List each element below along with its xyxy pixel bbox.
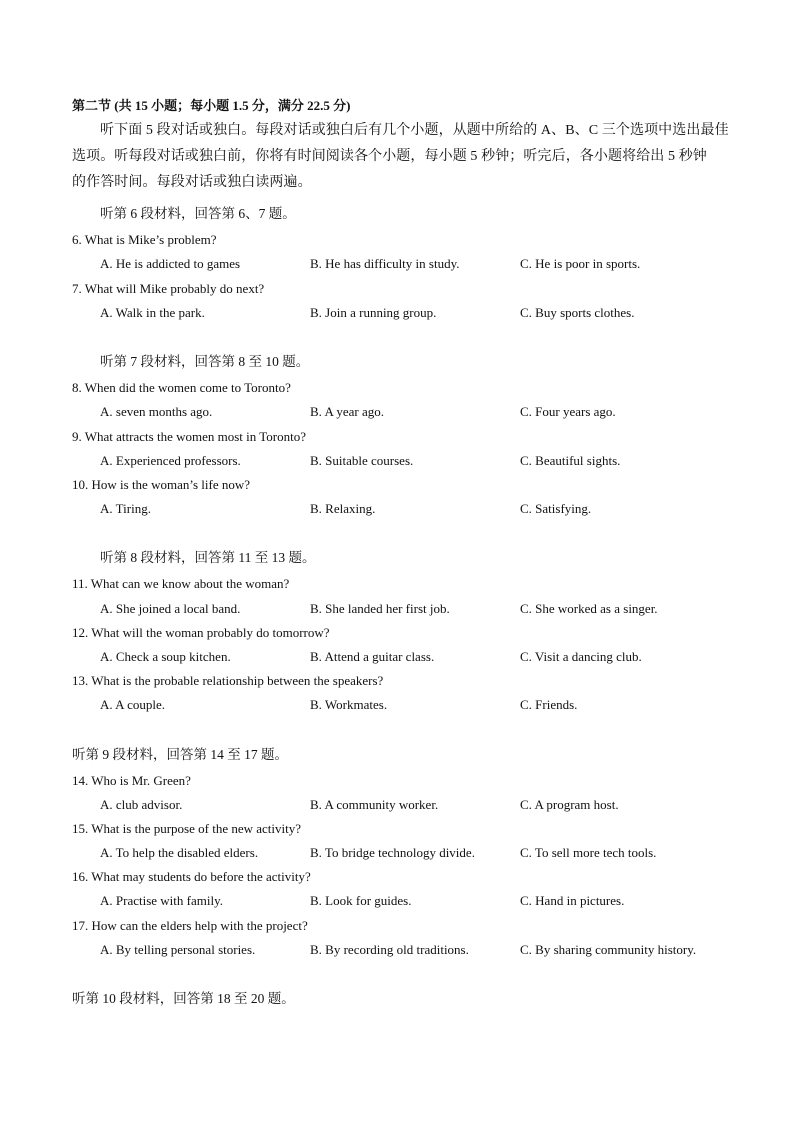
question-14-option-a[interactable]: A. club advisor. bbox=[100, 797, 183, 812]
question-13-option-a[interactable]: A. A couple. bbox=[100, 697, 165, 712]
question-17-option-b[interactable]: B. By recording old traditions. bbox=[310, 942, 469, 957]
question-17-option-a[interactable]: A. By telling personal stories. bbox=[100, 942, 256, 957]
instructions-line-2: 选项。听每段对话或独白前，你将有时间阅读各个小题，每小题 5 秒钟；听完后，各小题将给出 5 秒钟 bbox=[72, 149, 707, 164]
question-13-stem: 13. What is the probable relationship between the speakers? bbox=[72, 673, 384, 688]
group-intro-6: 听第 6 段材料，回答第 6、7 题。 bbox=[100, 206, 296, 221]
question-10-stem: 10. How is the woman’s life now? bbox=[72, 477, 251, 492]
question-17-stem: 17. How can the elders help with the project? bbox=[72, 918, 308, 933]
question-9-option-c[interactable]: C. Beautiful sights. bbox=[520, 453, 621, 468]
question-15-option-b[interactable]: B. To bridge technology divide. bbox=[310, 845, 475, 860]
question-12-option-a[interactable]: A. Check a soup kitchen. bbox=[100, 649, 231, 664]
question-9-stem: 9. What attracts the women most in Toronto? bbox=[72, 429, 307, 444]
question-16-stem: 16. What may students do before the activity? bbox=[72, 869, 311, 884]
question-14-stem: 14. Who is Mr. Green? bbox=[72, 773, 191, 788]
question-12-option-c[interactable]: C. Visit a dancing club. bbox=[520, 649, 642, 664]
question-16-option-a[interactable]: A. Practise with family. bbox=[100, 893, 223, 908]
question-12-option-b[interactable]: B. Attend a guitar class. bbox=[310, 649, 435, 664]
question-15-option-c[interactable]: C. To sell more tech tools. bbox=[520, 845, 657, 860]
question-7-option-c[interactable]: C. Buy sports clothes. bbox=[520, 305, 635, 320]
instructions-line-1: 听下面 5 段对话或独白。每段对话或独白后有几个小题，从题中所给的 A、B、C 三个选项中选出最佳 bbox=[100, 123, 729, 138]
question-11-option-a[interactable]: A. She joined a local band. bbox=[100, 601, 241, 616]
question-7-option-a[interactable]: A. Walk in the park. bbox=[100, 305, 205, 320]
question-15-option-a[interactable]: A. To help the disabled elders. bbox=[100, 845, 259, 860]
question-12-stem: 12. What will the woman probably do tomorrow? bbox=[72, 625, 330, 640]
question-6-option-c[interactable]: C. He is poor in sports. bbox=[520, 256, 641, 271]
question-13-option-b[interactable]: B. Workmates. bbox=[310, 697, 388, 712]
group-intro-7: 听第 7 段材料，回答第 8 至 10 题。 bbox=[100, 354, 310, 369]
question-17-option-c[interactable]: C. By sharing community history. bbox=[520, 942, 697, 957]
question-10-option-a[interactable]: A. Tiring. bbox=[100, 501, 151, 516]
group-intro-8: 听第 8 段材料，回答第 11 至 13 题。 bbox=[100, 550, 316, 565]
question-6-option-a[interactable]: A. He is addicted to games bbox=[100, 256, 241, 271]
question-10-option-c[interactable]: C. Satisfying. bbox=[520, 501, 592, 516]
question-16-option-c[interactable]: C. Hand in pictures. bbox=[520, 893, 625, 908]
question-11-option-c[interactable]: C. She worked as a singer. bbox=[520, 601, 658, 616]
question-8-stem: 8. When did the women come to Toronto? bbox=[72, 380, 291, 395]
question-9-option-b[interactable]: B. Suitable courses. bbox=[310, 453, 414, 468]
question-13-option-c[interactable]: C. Friends. bbox=[520, 697, 578, 712]
group-intro-10: 听第 10 段材料，回答第 18 至 20 题。 bbox=[72, 991, 295, 1006]
instructions-line-3: 的作答时间。每段对话或独白读两遍。 bbox=[72, 175, 312, 190]
question-7-stem: 7. What will Mike probably do next? bbox=[72, 281, 265, 296]
question-15-stem: 15. What is the purpose of the new activity? bbox=[72, 821, 302, 836]
question-8-option-c[interactable]: C. Four years ago. bbox=[520, 404, 616, 419]
question-8-option-a[interactable]: A. seven months ago. bbox=[100, 404, 213, 419]
question-6-stem: 6. What is Mike’s problem? bbox=[72, 232, 217, 247]
question-16-option-b[interactable]: B. Look for guides. bbox=[310, 893, 412, 908]
question-11-option-b[interactable]: B. She landed her first job. bbox=[310, 601, 450, 616]
question-14-option-b[interactable]: B. A community worker. bbox=[310, 797, 439, 812]
question-10-option-b[interactable]: B. Relaxing. bbox=[310, 501, 376, 516]
question-8-option-b[interactable]: B. A year ago. bbox=[310, 404, 385, 419]
group-intro-9: 听第 9 段材料，回答第 14 至 17 题。 bbox=[72, 747, 288, 762]
section-heading: 第二节 (共 15 小题；每小题 1.5 分，满分 22.5 分) bbox=[72, 98, 351, 113]
question-7-option-b[interactable]: B. Join a running group. bbox=[310, 305, 437, 320]
question-14-option-c[interactable]: C. A program host. bbox=[520, 797, 619, 812]
question-9-option-a[interactable]: A. Experienced professors. bbox=[100, 453, 241, 468]
question-6-option-b[interactable]: B. He has difficulty in study. bbox=[310, 256, 460, 271]
question-11-stem: 11. What can we know about the woman? bbox=[72, 576, 290, 591]
